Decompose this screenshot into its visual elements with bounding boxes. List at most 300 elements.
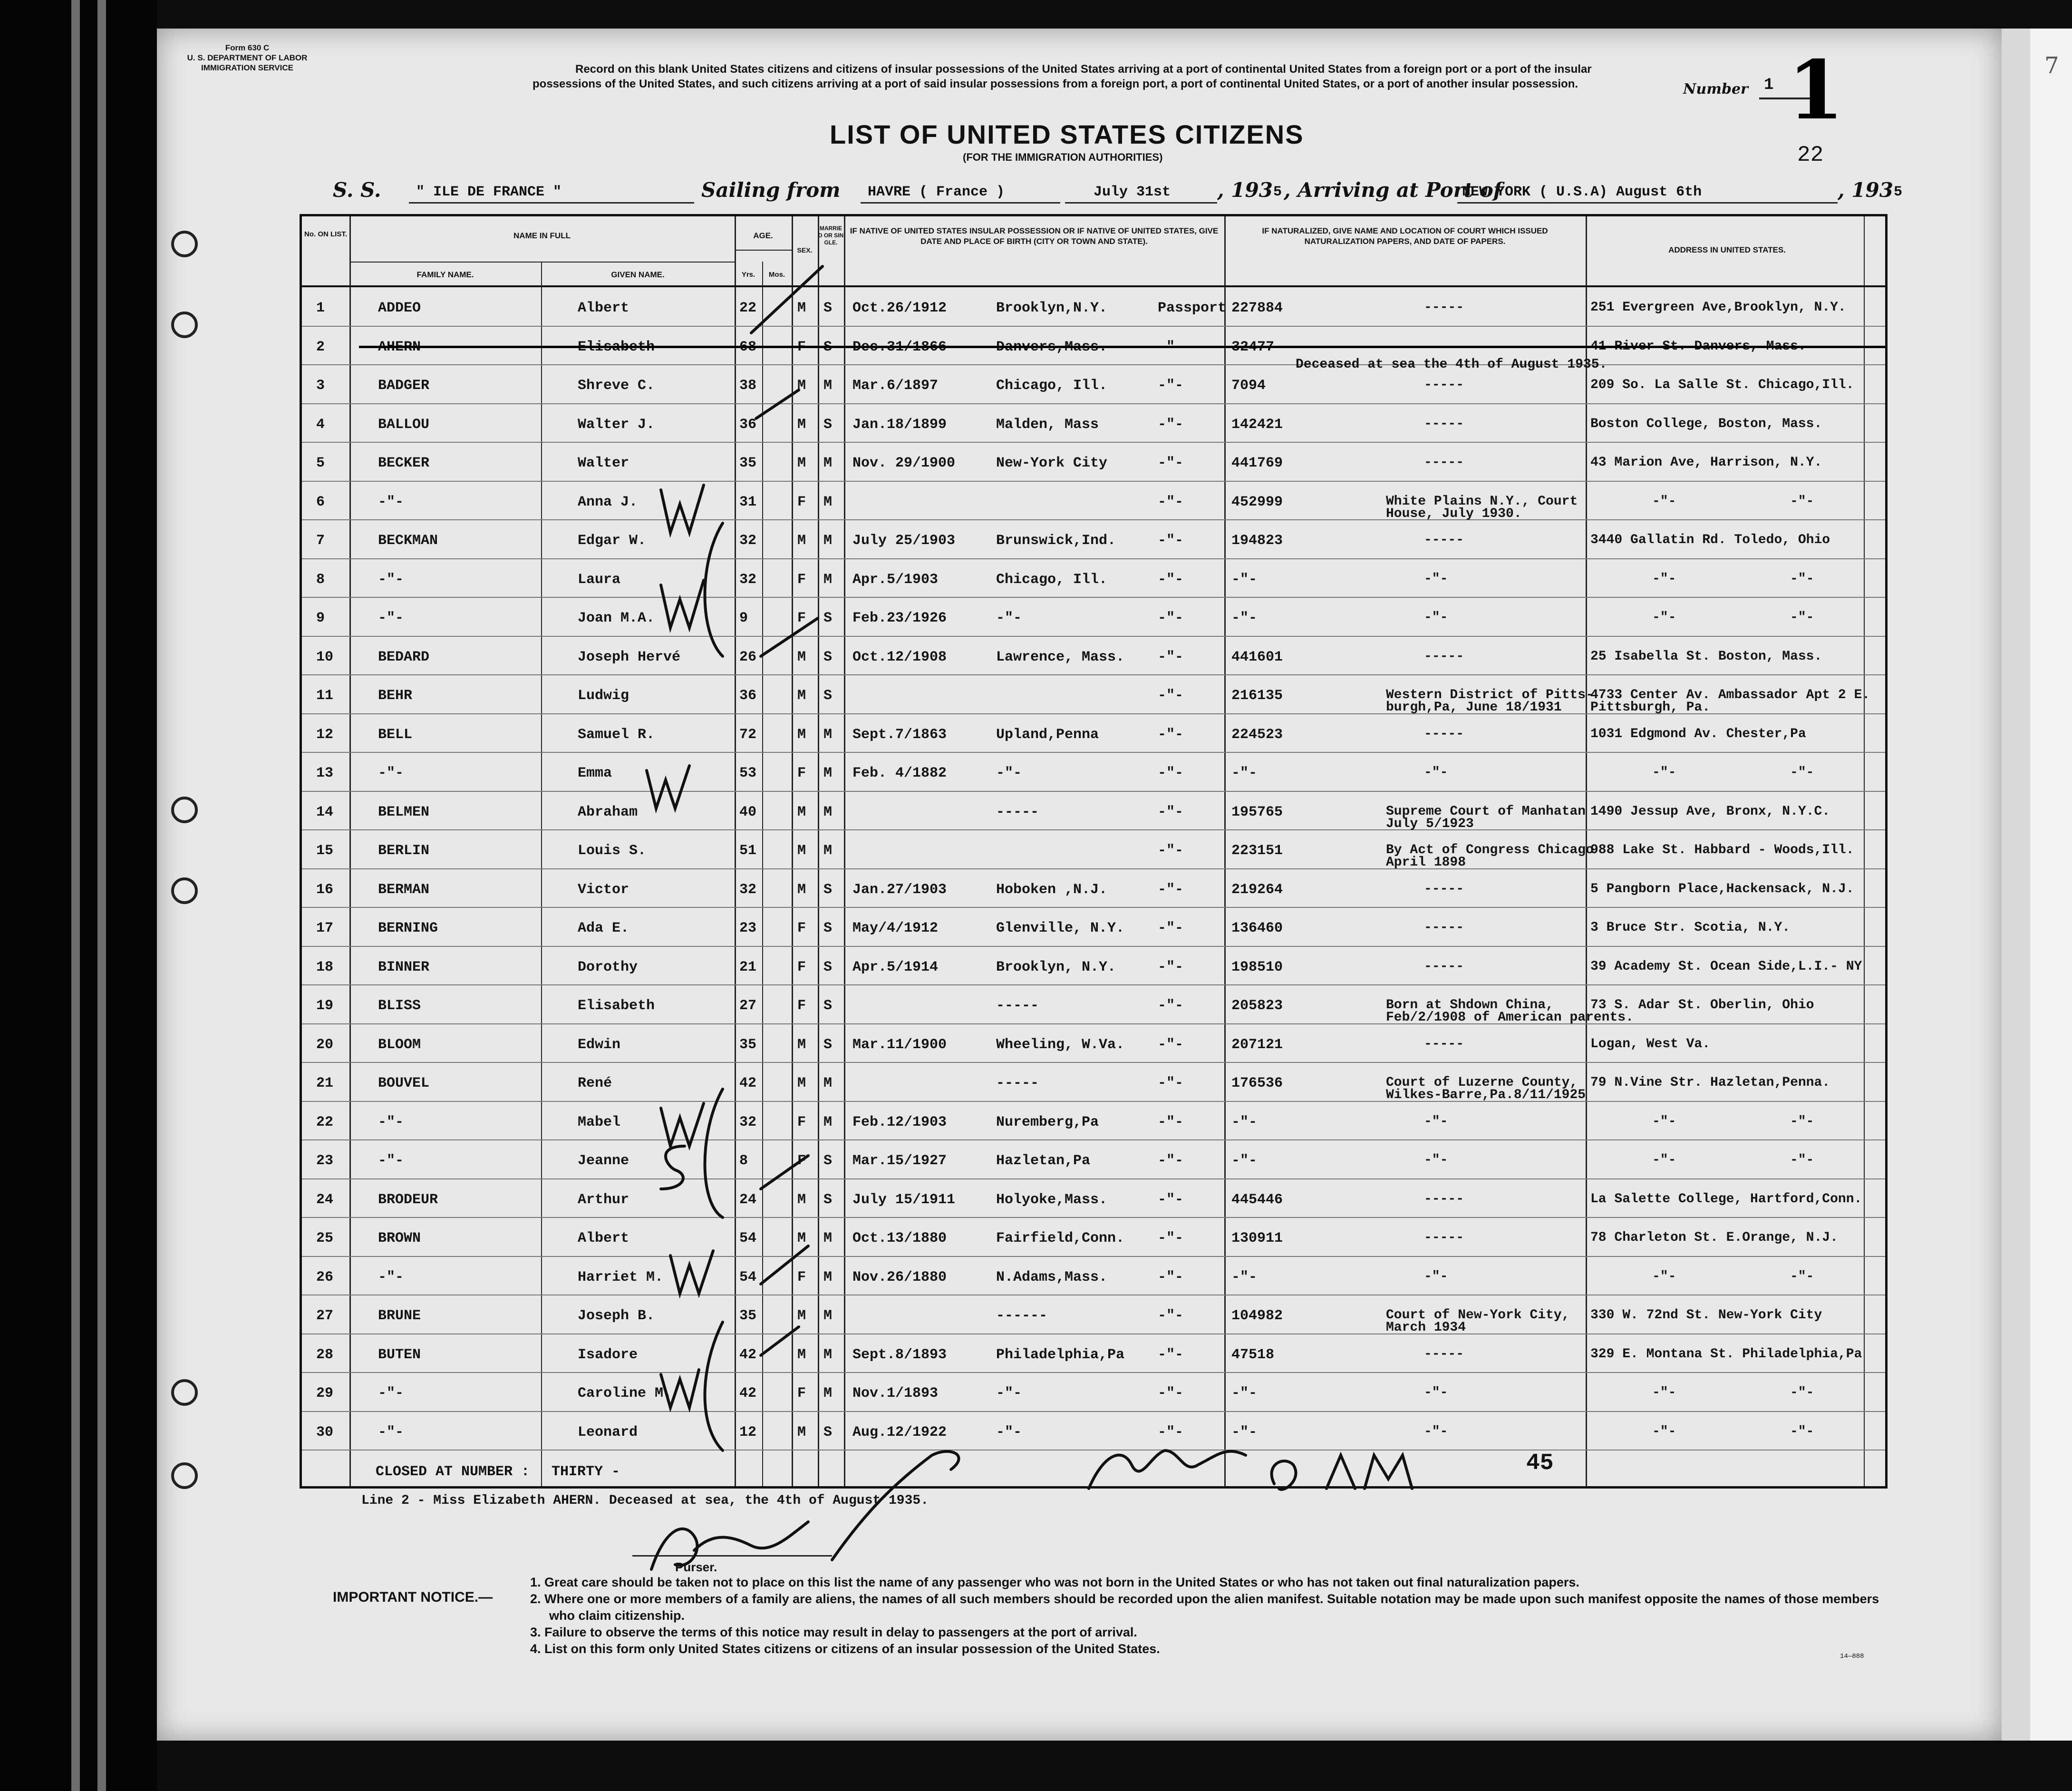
cell-sex: M xyxy=(797,1308,806,1324)
cell-bplace: ----- xyxy=(996,1075,1039,1091)
cell-passport: 441601 xyxy=(1231,649,1283,665)
cell-family: BINNER xyxy=(378,959,430,975)
cell-pass-label: -"- xyxy=(1158,726,1184,743)
number-label: Number xyxy=(1683,81,1748,97)
cell-given: Abraham xyxy=(578,804,638,820)
cell-bplace: Brunswick,Ind. xyxy=(996,533,1116,549)
cell-family: BELMEN xyxy=(378,804,430,820)
cell-yrs: 35 xyxy=(739,455,757,471)
cell-pass-label: -"- xyxy=(1158,571,1184,588)
subheader-rule xyxy=(735,250,792,251)
cell-bplace: ----- xyxy=(996,804,1039,820)
cell-no: 11 xyxy=(316,688,334,704)
cell-no: 2 xyxy=(316,339,325,355)
cell-pass-label: -"- xyxy=(1158,1346,1184,1363)
cell-address2: -"- xyxy=(1790,1385,1814,1400)
cell-yrs: 32 xyxy=(739,571,757,588)
notice-item: 4. List on this form only United States citizens or citizens of an insular possession of the United States. xyxy=(530,1642,1160,1656)
cell-family: BALLOU xyxy=(378,416,430,433)
cell-court: -"- xyxy=(1424,610,1448,625)
cell-passport: 445446 xyxy=(1231,1191,1283,1208)
cell-address: 1031 Edgmond Av. Chester,Pa xyxy=(1590,726,1806,741)
cell-pass-label: -"- xyxy=(1158,998,1184,1014)
cell-bdate: Mar.11/1900 xyxy=(852,1036,947,1053)
cell-address: 39 Academy St. Ocean Side,L.I.- NY xyxy=(1590,959,1862,974)
cell-address: 251 Evergreen Ave,Brooklyn, N.Y. xyxy=(1590,300,1846,315)
table-row xyxy=(302,985,1885,1024)
cell-bdate: Mar.15/1927 xyxy=(852,1153,947,1169)
passenger-rows xyxy=(302,288,1885,1450)
cell-no: 7 xyxy=(316,533,325,549)
cell-ms: S xyxy=(823,416,833,433)
cell-ms: S xyxy=(823,649,833,665)
cell-court2: burgh,Pa, June 18/1931 xyxy=(1386,700,1562,715)
cell-address: 209 So. La Salle St. Chicago,Ill. xyxy=(1590,378,1854,392)
cell-given: Albert xyxy=(578,1230,629,1246)
cell-passport: 227884 xyxy=(1231,300,1283,316)
cell-yrs: 36 xyxy=(739,416,757,433)
cell-bplace: New-York City xyxy=(996,455,1108,471)
cell-bplace: Glenville, N.Y. xyxy=(996,920,1125,936)
passenger-count: 45 xyxy=(1526,1450,1554,1476)
cell-address: 330 W. 72nd St. New-York City xyxy=(1590,1308,1822,1323)
cell-address: -"- xyxy=(1652,765,1676,780)
cell-court: ----- xyxy=(1424,1346,1464,1362)
cell-given: Louis S. xyxy=(578,843,647,859)
cell-given: Elisabeth xyxy=(578,998,655,1014)
table-row xyxy=(302,404,1885,443)
cell-passport: 142421 xyxy=(1231,416,1283,433)
form-identifier xyxy=(181,43,314,73)
cell-yrs: 27 xyxy=(739,998,757,1014)
cell-court: Supreme Court of Manhatan xyxy=(1386,804,1586,819)
cell-sex: M xyxy=(797,843,806,859)
cell-family: -"- xyxy=(378,1424,404,1441)
table-row xyxy=(302,675,1885,714)
voyage-line xyxy=(333,178,1902,207)
cell-passport: 176536 xyxy=(1231,1075,1283,1091)
date-underline xyxy=(1065,202,1217,204)
cell-address: 988 Lake St. Habbard - Woods,Ill. xyxy=(1590,843,1854,857)
ss-label: S. S. xyxy=(333,178,381,202)
cell-family: AHERN xyxy=(378,339,421,355)
cell-sex: M xyxy=(797,1036,806,1053)
cell-bplace: Brooklyn, N.Y. xyxy=(996,959,1116,975)
cell-pass-label: -"- xyxy=(1158,455,1184,471)
cell-bplace: Danvers,Mass. xyxy=(996,339,1108,355)
cell-sex: M xyxy=(797,1346,806,1363)
cell-passport: 216135 xyxy=(1231,688,1283,704)
cell-court: Court of Luzerne County, xyxy=(1386,1075,1578,1090)
cell-family: -"- xyxy=(378,494,404,510)
cell-sex: M xyxy=(797,649,806,665)
cell-family: BRODEUR xyxy=(378,1191,438,1208)
cell-no: 28 xyxy=(316,1346,334,1363)
cell-yrs: 42 xyxy=(739,1346,757,1363)
cell-sex: F xyxy=(797,765,806,781)
cell-pass-label: -"- xyxy=(1158,881,1184,898)
cell-ms: M xyxy=(823,1346,833,1363)
cell-yrs: 54 xyxy=(739,1230,757,1246)
cell-ms: M xyxy=(823,804,833,820)
punch-hole xyxy=(171,311,198,338)
cell-bdate: Dec.31/1866 xyxy=(852,339,947,355)
table-row xyxy=(302,830,1885,869)
cell-bdate: Apr.5/1914 xyxy=(852,959,939,975)
cell-address: 43 Marion Ave, Harrison, N.Y. xyxy=(1590,455,1822,470)
cell-given: Isadore xyxy=(578,1346,638,1363)
cell-yrs: 54 xyxy=(739,1269,757,1285)
cell-bplace: Hoboken ,N.J. xyxy=(996,881,1108,898)
cell-given: Ludwig xyxy=(578,688,629,704)
cell-sex: M xyxy=(797,300,806,316)
cell-family: BEDARD xyxy=(378,649,430,665)
cell-family: -"- xyxy=(378,1153,404,1169)
cell-yrs: 36 xyxy=(739,688,757,704)
cell-bdate: Feb.23/1926 xyxy=(852,610,947,626)
cell-passport: 219264 xyxy=(1231,881,1283,898)
cell-bplace: Holyoke,Mass. xyxy=(996,1191,1108,1208)
cell-pass-label: -"- xyxy=(1158,339,1184,355)
col-married-single: MARRIED OR SINGLE. xyxy=(818,225,844,246)
table-row xyxy=(302,1257,1885,1296)
table-row xyxy=(302,908,1885,947)
cell-given: Victor xyxy=(578,881,629,898)
cell-sex: F xyxy=(797,339,806,355)
punch-hole xyxy=(171,1462,198,1489)
cell-bdate: Jan.18/1899 xyxy=(852,416,947,433)
cell-pass-label: -"- xyxy=(1158,1114,1184,1130)
corner-mark: 7 xyxy=(2044,52,2059,79)
cell-family: BERNING xyxy=(378,920,438,936)
cell-yrs: 26 xyxy=(739,649,757,665)
cell-court: -"- xyxy=(1424,1385,1448,1400)
cell-family: -"- xyxy=(378,1385,404,1402)
cell-bdate: Nov. 29/1900 xyxy=(852,455,956,471)
cell-court2: House, July 1930. xyxy=(1386,506,1522,521)
cell-no: 3 xyxy=(316,378,325,394)
cell-address: 25 Isabella St. Boston, Mass. xyxy=(1590,649,1822,664)
cell-pass-label: -"- xyxy=(1158,610,1184,626)
cell-passport: -"- xyxy=(1231,1424,1258,1441)
cell-ms: S xyxy=(823,1153,833,1169)
number-value: 1 xyxy=(1764,76,1774,94)
cell-pass-label: -"- xyxy=(1158,533,1184,549)
cell-ms: S xyxy=(823,610,833,626)
cell-court: ----- xyxy=(1424,1036,1464,1051)
table-row xyxy=(302,443,1885,482)
cell-court: -"- xyxy=(1424,1153,1448,1168)
cell-bplace: ------ xyxy=(996,1308,1048,1324)
cell-address: 329 E. Montana St. Philadelphia,Pa xyxy=(1590,1346,1862,1362)
cell-given: Emma xyxy=(578,765,612,781)
cell-no: 6 xyxy=(316,494,325,510)
cell-family: ADDEO xyxy=(378,300,421,316)
cell-family: BUTEN xyxy=(378,1346,421,1363)
cell-passport: -"- xyxy=(1231,571,1258,588)
cell-address: Boston College, Boston, Mass. xyxy=(1590,416,1822,431)
cell-address: -"- xyxy=(1652,1153,1676,1168)
cell-court: ----- xyxy=(1424,959,1464,974)
cell-family: BADGER xyxy=(378,378,430,394)
cell-court: -"- xyxy=(1424,765,1448,780)
cell-court: ----- xyxy=(1424,378,1464,392)
cell-court: -"- xyxy=(1424,1269,1448,1284)
cell-ms: S xyxy=(823,1036,833,1053)
cell-address: 5 Pangborn Place,Hackensack, N.J. xyxy=(1590,881,1854,896)
cell-family: BECKMAN xyxy=(378,533,438,549)
cell-passport: -"- xyxy=(1231,1114,1258,1130)
cell-ms: M xyxy=(823,533,833,549)
cell-passport: 32477 xyxy=(1231,339,1275,355)
cell-ms: M xyxy=(823,378,833,394)
cell-address: 4733 Center Av. Ambassador Apt 2 E. xyxy=(1590,688,1870,702)
cell-ms: S xyxy=(823,959,833,975)
cell-court: ----- xyxy=(1424,920,1464,935)
cell-no: 21 xyxy=(316,1075,334,1091)
cell-yrs: 35 xyxy=(739,1036,757,1053)
cell-bdate: Nov.1/1893 xyxy=(852,1385,939,1402)
table-row xyxy=(302,869,1885,908)
table-row xyxy=(302,1063,1885,1102)
cell-passport: -"- xyxy=(1231,765,1258,781)
cell-ms: S xyxy=(823,998,833,1014)
cell-address2: -"- xyxy=(1790,571,1814,586)
cell-pass-label: -"- xyxy=(1158,1036,1184,1053)
cell-no: 27 xyxy=(316,1308,334,1324)
table-row xyxy=(302,753,1885,792)
cell-bplace: Wheeling, W.Va. xyxy=(996,1036,1125,1053)
cell-given: Joseph B. xyxy=(578,1308,655,1324)
header-bottom-rule xyxy=(302,285,1885,287)
cell-pass-label: -"- xyxy=(1158,688,1184,704)
cell-court: -"- xyxy=(1424,571,1448,586)
sail-date: July 31st xyxy=(1094,184,1171,200)
cell-passport: 104982 xyxy=(1231,1308,1283,1324)
cell-yrs: 38 xyxy=(739,378,757,394)
cell-yrs: 42 xyxy=(739,1385,757,1402)
cell-court: By Act of Congress Chicago xyxy=(1386,843,1594,857)
closed-value: THIRTY - xyxy=(552,1464,620,1480)
cell-bdate: July 15/1911 xyxy=(852,1191,956,1208)
cell-address2: -"- xyxy=(1790,1153,1814,1168)
cell-court: -"- xyxy=(1424,1424,1448,1439)
table-row xyxy=(302,1334,1885,1373)
document-subtitle: (FOR THE IMMIGRATION AUTHORITIES) xyxy=(963,151,1163,163)
cell-family: BECKER xyxy=(378,455,430,471)
from-underline xyxy=(861,202,1060,204)
cell-sex: M xyxy=(797,455,806,471)
purser-signature-line xyxy=(632,1555,832,1557)
punch-hole xyxy=(171,877,198,904)
cell-pass-label: -"- xyxy=(1158,416,1184,433)
page-edge xyxy=(2002,29,2030,1741)
cell-address2: -"- xyxy=(1790,1424,1814,1439)
cell-court: -"- xyxy=(1424,1114,1448,1129)
cell-pass-label: -"- xyxy=(1158,1191,1184,1208)
cell-family: BRUNE xyxy=(378,1308,421,1324)
arrival-port: NEW YORK ( U.S.A) August 6th xyxy=(1462,184,1702,200)
notice-item: 2. Where one or more members of a family are aliens, the names of all such members should be recorded upon the alien manifest. Suitable notation may be made upon such manifest opposite the names of those members who claim citizenship. xyxy=(530,1592,1879,1623)
cell-address: 73 S. Adar St. Oberlin, Ohio xyxy=(1590,998,1814,1012)
cell-bplace: Nuremberg,Pa xyxy=(996,1114,1099,1130)
cell-address: -"- xyxy=(1652,1114,1676,1129)
cell-bplace: -"- xyxy=(996,610,1022,626)
table-row xyxy=(302,1179,1885,1218)
cell-bplace: Hazletan,Pa xyxy=(996,1153,1091,1169)
cell-ms: M xyxy=(823,455,833,471)
cell-bdate: Jan.27/1903 xyxy=(852,881,947,898)
cell-yrs: 23 xyxy=(739,920,757,936)
cell-ms: S xyxy=(823,339,833,355)
cell-court2: April 1898 xyxy=(1386,855,1466,870)
cell-pass-label: -"- xyxy=(1158,1230,1184,1246)
cell-pass-label: -"- xyxy=(1158,920,1184,936)
form-number: Form 630 C xyxy=(225,43,270,52)
cell-bdate: Sept.7/1863 xyxy=(852,726,947,743)
cell-address: -"- xyxy=(1652,494,1676,509)
cell-no: 1 xyxy=(316,300,325,316)
page-edge xyxy=(2030,29,2072,1741)
cell-family: BERLIN xyxy=(378,843,430,859)
cell-bplace: Malden, Mass xyxy=(996,416,1099,433)
cell-court2: Wilkes-Barre,Pa.8/11/1925 xyxy=(1386,1088,1586,1102)
cell-given: René xyxy=(578,1075,612,1091)
table-row xyxy=(302,288,1885,327)
cell-family: BROWN xyxy=(378,1230,421,1246)
cell-address: -"- xyxy=(1652,610,1676,625)
col-naturalized: IF NATURALIZED, GIVE NAME AND LOCATION OF COURT WHICH ISSUED NATURALIZATION PAPERS, AND DATE OF PAPERS. xyxy=(1262,226,1548,246)
film-edge xyxy=(0,0,157,1791)
cell-given: Harriet M. xyxy=(578,1269,664,1285)
cell-family: -"- xyxy=(378,765,404,781)
cell-given: Albert xyxy=(578,300,629,316)
cell-pass-label: -"- xyxy=(1158,804,1184,820)
from-port: HAVRE ( France ) xyxy=(868,184,1005,200)
cell-sex: M xyxy=(797,804,806,820)
cell-bplace: Philadelphia,Pa xyxy=(996,1346,1125,1363)
deceased-note: Line 2 - Miss Elizabeth AHERN. Deceased at sea, the 4th of August 1935. xyxy=(361,1493,929,1508)
cell-family: -"- xyxy=(378,571,404,588)
cell-passport: 194823 xyxy=(1231,533,1283,549)
cell-given: Jeanne xyxy=(578,1153,629,1169)
cell-yrs: 24 xyxy=(739,1191,757,1208)
cell-passport: 7094 xyxy=(1231,378,1266,394)
cell-passport: -"- xyxy=(1231,1153,1258,1169)
table-row xyxy=(302,1140,1885,1179)
cell-court: ----- xyxy=(1424,300,1464,315)
cell-yrs: 8 xyxy=(739,1153,748,1169)
col-yrs: Yrs. xyxy=(741,271,755,279)
cell-passport: 195765 xyxy=(1231,804,1283,820)
purser-label: Purser. xyxy=(675,1560,717,1574)
cell-address: La Salette College, Hartford,Conn. xyxy=(1590,1191,1862,1207)
cell-given: Caroline M. xyxy=(578,1385,672,1402)
cell-sex: M xyxy=(797,1191,806,1208)
cell-passport: 198510 xyxy=(1231,959,1283,975)
cell-bdate: May/4/1912 xyxy=(852,920,939,936)
cell-ms: M xyxy=(823,1385,833,1402)
deceased-annotation: Deceased at sea the 4th of August 1935. xyxy=(1296,357,1607,372)
arrival-underline xyxy=(1457,202,1838,204)
cell-family: -"- xyxy=(378,1114,404,1130)
cell-sex: M xyxy=(797,688,806,704)
cell-bplace: Chicago, Ill. xyxy=(996,378,1108,394)
cell-no: 29 xyxy=(316,1385,334,1402)
cell-given: Leonard xyxy=(578,1424,638,1441)
cell-family: BEHR xyxy=(378,688,413,704)
table-row xyxy=(302,327,1885,372)
cell-passport: 441769 xyxy=(1231,455,1283,471)
cell-bplace: N.Adams,Mass. xyxy=(996,1269,1108,1285)
cell-no: 13 xyxy=(316,765,334,781)
cell-ms: S xyxy=(823,300,833,316)
cell-address: -"- xyxy=(1652,1385,1676,1400)
ship-name: " ILE DE FRANCE " xyxy=(416,184,562,200)
cell-court2: July 5/1923 xyxy=(1386,816,1474,831)
cell-passport: -"- xyxy=(1231,1269,1258,1285)
cell-sex: F xyxy=(797,959,806,975)
cell-pass-label: -"- xyxy=(1158,843,1184,859)
cell-court: ----- xyxy=(1424,1191,1464,1207)
col-sex: SEX. xyxy=(797,246,813,254)
cell-given: Edwin xyxy=(578,1036,621,1053)
cell-ms: S xyxy=(823,881,833,898)
cell-court: Born at Shdown China, xyxy=(1386,998,1554,1012)
cell-sex: M xyxy=(797,416,806,433)
cell-address2: Pittsburgh, Pa. xyxy=(1590,700,1711,715)
cell-address2: -"- xyxy=(1790,765,1814,780)
cell-bplace: Fairfield,Conn. xyxy=(996,1230,1125,1246)
cell-yrs: 68 xyxy=(739,339,757,355)
cell-given: Joan M.A. xyxy=(578,610,655,626)
table-row xyxy=(302,482,1885,521)
cell-court: ----- xyxy=(1424,881,1464,896)
cell-sex: M xyxy=(797,1230,806,1246)
cell-given: Anna J. xyxy=(578,494,638,510)
cell-passport: 136460 xyxy=(1231,920,1283,936)
page-number: 22 xyxy=(1797,143,1824,167)
cell-family: -"- xyxy=(378,610,404,626)
cell-pass-label: -"- xyxy=(1158,494,1184,510)
cell-address2: -"- xyxy=(1790,1114,1814,1129)
cell-address: 41 River St. Danvers, Mass. xyxy=(1590,339,1806,354)
cell-court: ----- xyxy=(1424,649,1464,664)
col-birth: IF NATIVE OF UNITED STATES INSULAR POSSESSION OR IF NATIVE OF UNITED STATES, GIVE DATE AND PLACE OF BIRTH (CITY OR TOWN AND STATE). xyxy=(850,226,1219,246)
cell-ms: M xyxy=(823,494,833,510)
arriving-label: , Arriving at Port of xyxy=(1284,178,1502,202)
punch-hole xyxy=(171,231,198,257)
cell-no: 19 xyxy=(316,998,334,1014)
cell-given: Samuel R. xyxy=(578,726,655,743)
cell-no: 26 xyxy=(316,1269,334,1285)
cell-passport: 130911 xyxy=(1231,1230,1283,1246)
cell-pass-label: -"- xyxy=(1158,1269,1184,1285)
subheader-rule xyxy=(349,262,735,263)
cell-given: Edgar W. xyxy=(578,533,647,549)
cell-passport: 205823 xyxy=(1231,998,1283,1014)
cell-no: 25 xyxy=(316,1230,334,1246)
cell-bdate: Feb.12/1903 xyxy=(852,1114,947,1130)
cell-bdate: Aug.12/1922 xyxy=(852,1424,947,1441)
cell-passport: 452999 xyxy=(1231,494,1283,510)
cell-court2: March 1934 xyxy=(1386,1320,1466,1335)
cell-family: BERMAN xyxy=(378,881,430,898)
cell-bdate: July 25/1903 xyxy=(852,533,956,549)
cell-court: White Plains N.Y., Court xyxy=(1386,494,1578,509)
cell-family: BOUVEL xyxy=(378,1075,430,1091)
cell-address: 3 Bruce Str. Scotia, N.Y. xyxy=(1590,920,1791,935)
